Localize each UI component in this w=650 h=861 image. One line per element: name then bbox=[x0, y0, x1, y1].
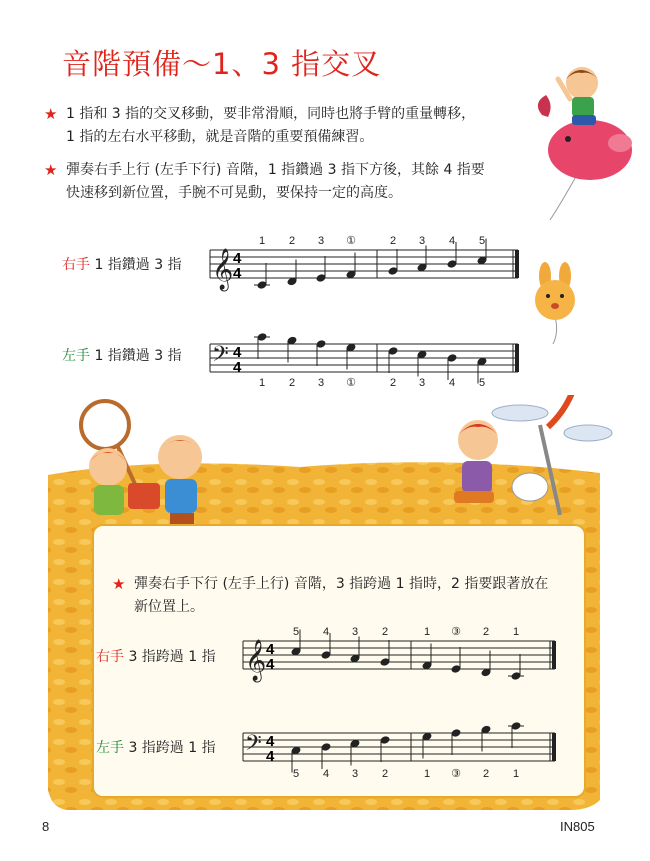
basket-icon bbox=[128, 483, 160, 509]
fingering-number: 2 bbox=[288, 235, 296, 247]
fingering-number: 5 bbox=[292, 626, 300, 638]
exercise2-treble-staff bbox=[233, 619, 563, 689]
fingering-number: 1 bbox=[423, 626, 431, 638]
fingering-number: 3 bbox=[418, 235, 426, 247]
fingering-number: 2 bbox=[389, 377, 397, 389]
bunny-balloon-illustration bbox=[525, 262, 585, 347]
fingering-number: 3 bbox=[418, 377, 426, 389]
fingering-number: 2 bbox=[381, 626, 389, 638]
svg-text:4: 4 bbox=[266, 656, 275, 673]
dog-icon bbox=[512, 473, 548, 501]
balloon-kid-illustration bbox=[520, 55, 640, 225]
svg-text:4: 4 bbox=[266, 733, 275, 750]
star-icon: ★ bbox=[44, 105, 58, 123]
book-code: IN805 bbox=[560, 819, 595, 834]
page-number: 8 bbox=[42, 819, 50, 834]
fingering-number: 5 bbox=[292, 768, 300, 780]
star-icon: ★ bbox=[44, 161, 58, 179]
fingering-number: 2 bbox=[389, 235, 397, 247]
fingering-number: 2 bbox=[381, 768, 389, 780]
svg-text:4: 4 bbox=[233, 265, 242, 282]
svg-text:4: 4 bbox=[266, 748, 275, 765]
fingering-number: ③ bbox=[451, 626, 461, 638]
dragonfly-icon bbox=[492, 405, 548, 421]
fingering-number: 3 bbox=[351, 626, 359, 638]
treble-clef-icon: 𝄞 bbox=[212, 248, 234, 289]
butterfly-net-icon bbox=[81, 401, 129, 449]
fingering-number: ① bbox=[346, 377, 356, 389]
exercise2-right-hand-label: 右手 3 指跨過 1 指 bbox=[96, 649, 216, 665]
svg-text:4: 4 bbox=[266, 641, 275, 658]
fingering-number: 4 bbox=[448, 235, 456, 247]
fingering-number: 3 bbox=[317, 377, 325, 389]
fingering-number: 1 bbox=[258, 377, 266, 389]
fingering-number: 2 bbox=[288, 377, 296, 389]
fingering-number: 3 bbox=[317, 235, 325, 247]
exercise1-treble-staff bbox=[200, 228, 530, 298]
fingering-number: 1 bbox=[512, 626, 520, 638]
fingering-number: 5 bbox=[478, 377, 486, 389]
exercise2-bass-staff bbox=[233, 711, 563, 781]
exercise1-right-hand-label: 右手 1 指鑽過 3 指 bbox=[62, 257, 182, 273]
fingering-number: 1 bbox=[423, 768, 431, 780]
fingering-number: ① bbox=[346, 235, 356, 247]
fingering-number: 4 bbox=[322, 768, 330, 780]
intro-paragraph-2: ★ 彈奏右手上行 (左手下行) 音階，1 指鑽過 3 指下方後，其餘 4 指要 快速移到新位置，手腕不可晃動，要保持一定的高度。 bbox=[44, 161, 485, 201]
fingering-number: 2 bbox=[482, 626, 490, 638]
exercise1-bass-staff bbox=[200, 322, 530, 392]
fingering-number: 3 bbox=[351, 768, 359, 780]
svg-text:4: 4 bbox=[233, 344, 242, 361]
fingering-number: 1 bbox=[512, 768, 520, 780]
svg-text:4: 4 bbox=[233, 359, 242, 376]
fingering-number: 4 bbox=[322, 626, 330, 638]
fingering-number: ③ bbox=[451, 768, 461, 780]
exercise1-left-hand-label: 左手 1 指鑽過 3 指 bbox=[62, 348, 182, 364]
fingering-number: 4 bbox=[448, 377, 456, 389]
star-icon: ★ bbox=[112, 575, 126, 593]
fingering-number: 1 bbox=[258, 235, 266, 247]
box-instruction: ★ 彈奏右手下行 (左手上行) 音階，3 指跨過 1 指時，2 指要跟著放在 新位置上。 bbox=[112, 575, 549, 615]
fingering-number: 5 bbox=[478, 235, 486, 247]
page-title: 音階預備～1、3 指交叉 bbox=[62, 47, 382, 81]
exercise2-left-hand-label: 左手 3 指跨過 1 指 bbox=[96, 740, 216, 756]
fingering-number: 2 bbox=[482, 768, 490, 780]
intro-paragraph-1: ★ 1 指和 3 指的交叉移動，要非常滑順，同時也將手臂的重量轉移， 1 指的左右水平移動，就是音階的重要預備練習。 bbox=[44, 105, 476, 145]
svg-text:4: 4 bbox=[233, 250, 242, 267]
bass-clef-icon: 𝄢 bbox=[245, 730, 262, 760]
treble-clef-icon: 𝄞 bbox=[245, 639, 267, 680]
bass-clef-icon: 𝄢 bbox=[212, 341, 229, 371]
